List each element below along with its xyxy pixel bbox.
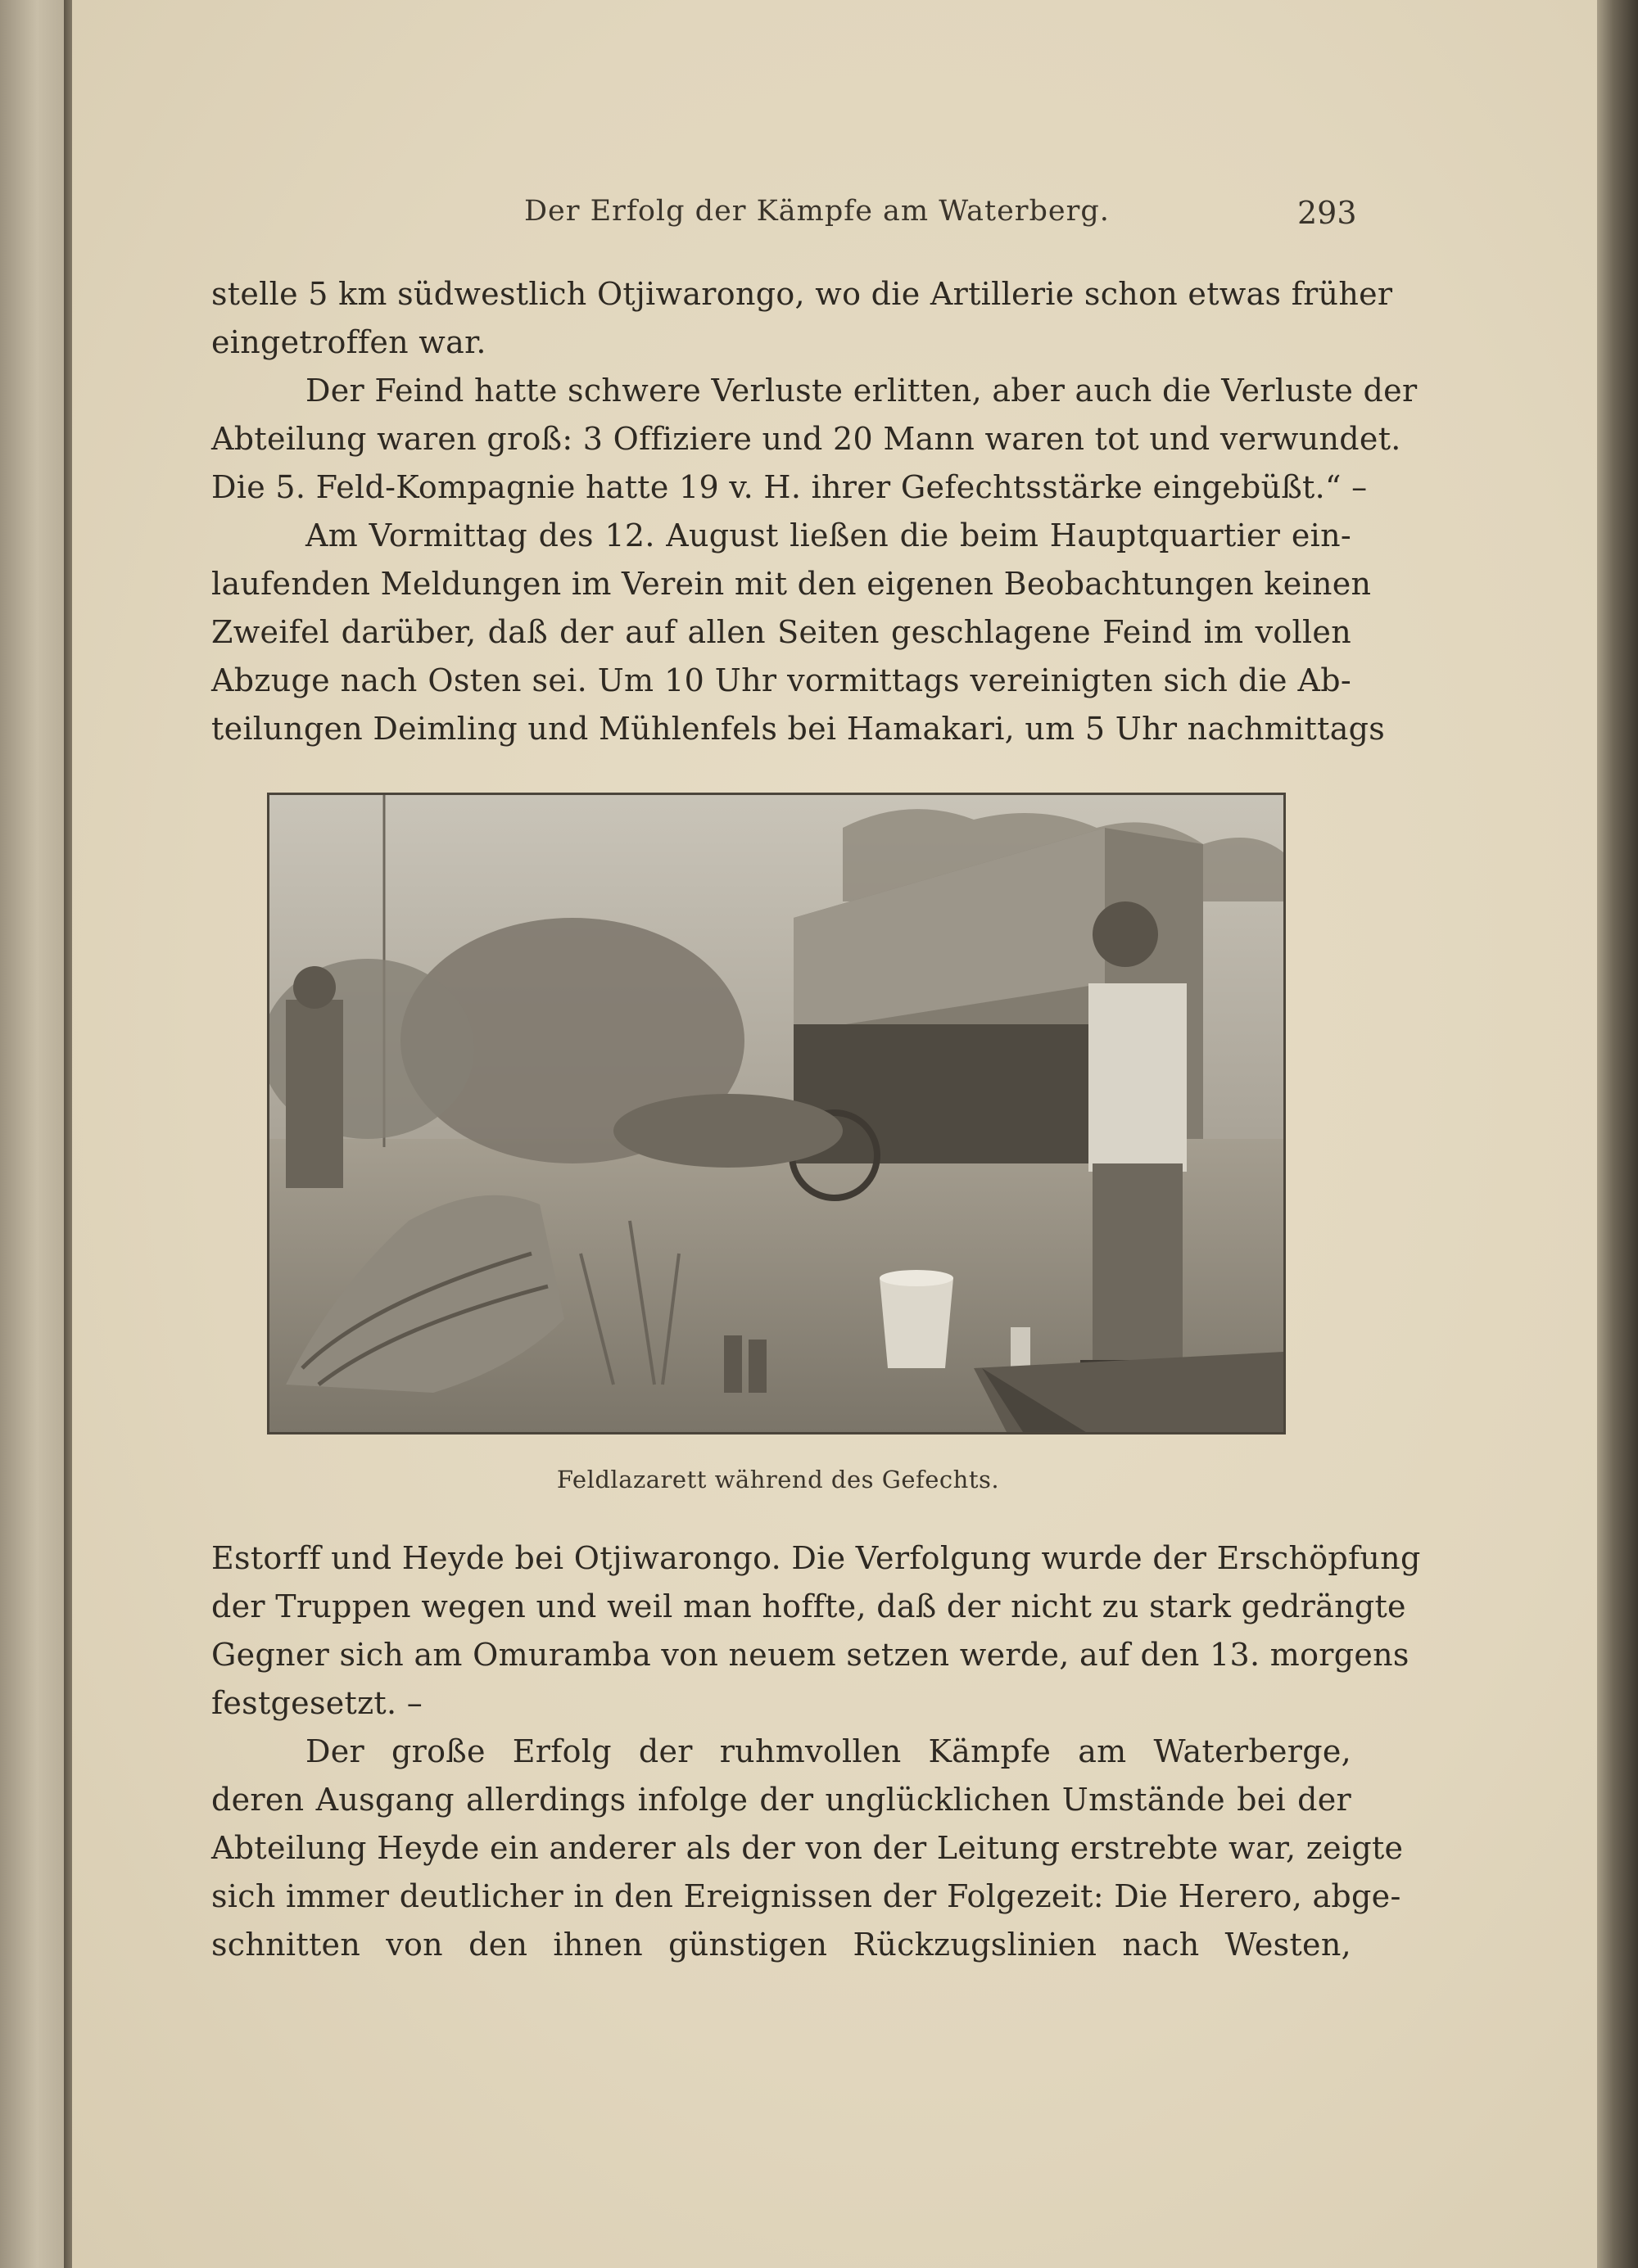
text-line: festgesetzt. – xyxy=(211,1685,423,1721)
text-line: Der große Erfolg der ruhmvollen Kämpfe am Waterberge, xyxy=(305,1733,1351,1769)
running-title: Der Erfolg der Kämpfe am Waterberg. xyxy=(524,195,1110,228)
text-block-before-figure xyxy=(211,270,1418,753)
text-line: sich immer deutlicher in den Ereignissen der Folgezeit: Die Herero, abge- xyxy=(211,1878,1401,1914)
text-line: Abzuge nach Osten sei. Um 10 Uhr vormittags vereinigten sich die Ab- xyxy=(211,662,1351,698)
field-hospital-photograph xyxy=(267,793,1286,1434)
photograph-illustration xyxy=(269,795,1283,1432)
page-edge-shadow xyxy=(1597,0,1638,2268)
text-line: teilungen Deimling und Mühlenfels bei Hamakari, um 5 Uhr nachmittags xyxy=(211,711,1386,747)
text-line: Abteilung waren groß: 3 Offiziere und 20 Mann waren tot und verwundet. xyxy=(211,421,1401,457)
adjacent-page-edge xyxy=(0,0,67,2268)
text-line: Estorff und Heyde bei Otjiwarongo. Die Verfolgung wurde der Erschöpfung xyxy=(211,1540,1421,1576)
text-line: schnitten von den ihnen günstigen Rückzugslinien nach Westen, xyxy=(211,1927,1351,1963)
text-line: deren Ausgang allerdings infolge der unglücklichen Umstände bei der xyxy=(211,1782,1351,1818)
text-line: Der Feind hatte schwere Verluste erlitten, aber auch die Verluste der xyxy=(305,373,1418,409)
text-line: laufenden Meldungen im Verein mit den eigenen Beobachtungen keinen xyxy=(211,566,1372,602)
text-line: Zweifel darüber, daß der auf allen Seiten geschlagene Feind im vollen xyxy=(211,614,1351,650)
text-block-after-figure xyxy=(211,1534,1421,1969)
text-line: Am Vormittag des 12. August ließen die beim Hauptquartier ein- xyxy=(305,517,1351,553)
text-line: stelle 5 km südwestlich Otjiwarongo, wo die Artillerie schon etwas früher xyxy=(211,276,1393,312)
text-line: Die 5. Feld-Kompagnie hatte 19 v. H. ihrer Gefechtsstärke eingebüßt.“ – xyxy=(211,469,1368,505)
text-line: eingetroffen war. xyxy=(211,324,486,360)
page-number: 293 xyxy=(1297,195,1357,231)
text-line: der Truppen wegen und weil man hoffte, daß der nicht zu stark gedrängte xyxy=(211,1588,1406,1624)
text-line: Gegner sich am Omuramba von neuem setzen werde, auf den 13. morgens xyxy=(211,1637,1409,1673)
text-line: Abteilung Heyde ein anderer als der von der Leitung erstrebte war, zeigte xyxy=(211,1830,1404,1866)
figure-caption: Feldlazarett während des Gefechts. xyxy=(556,1466,1000,1493)
